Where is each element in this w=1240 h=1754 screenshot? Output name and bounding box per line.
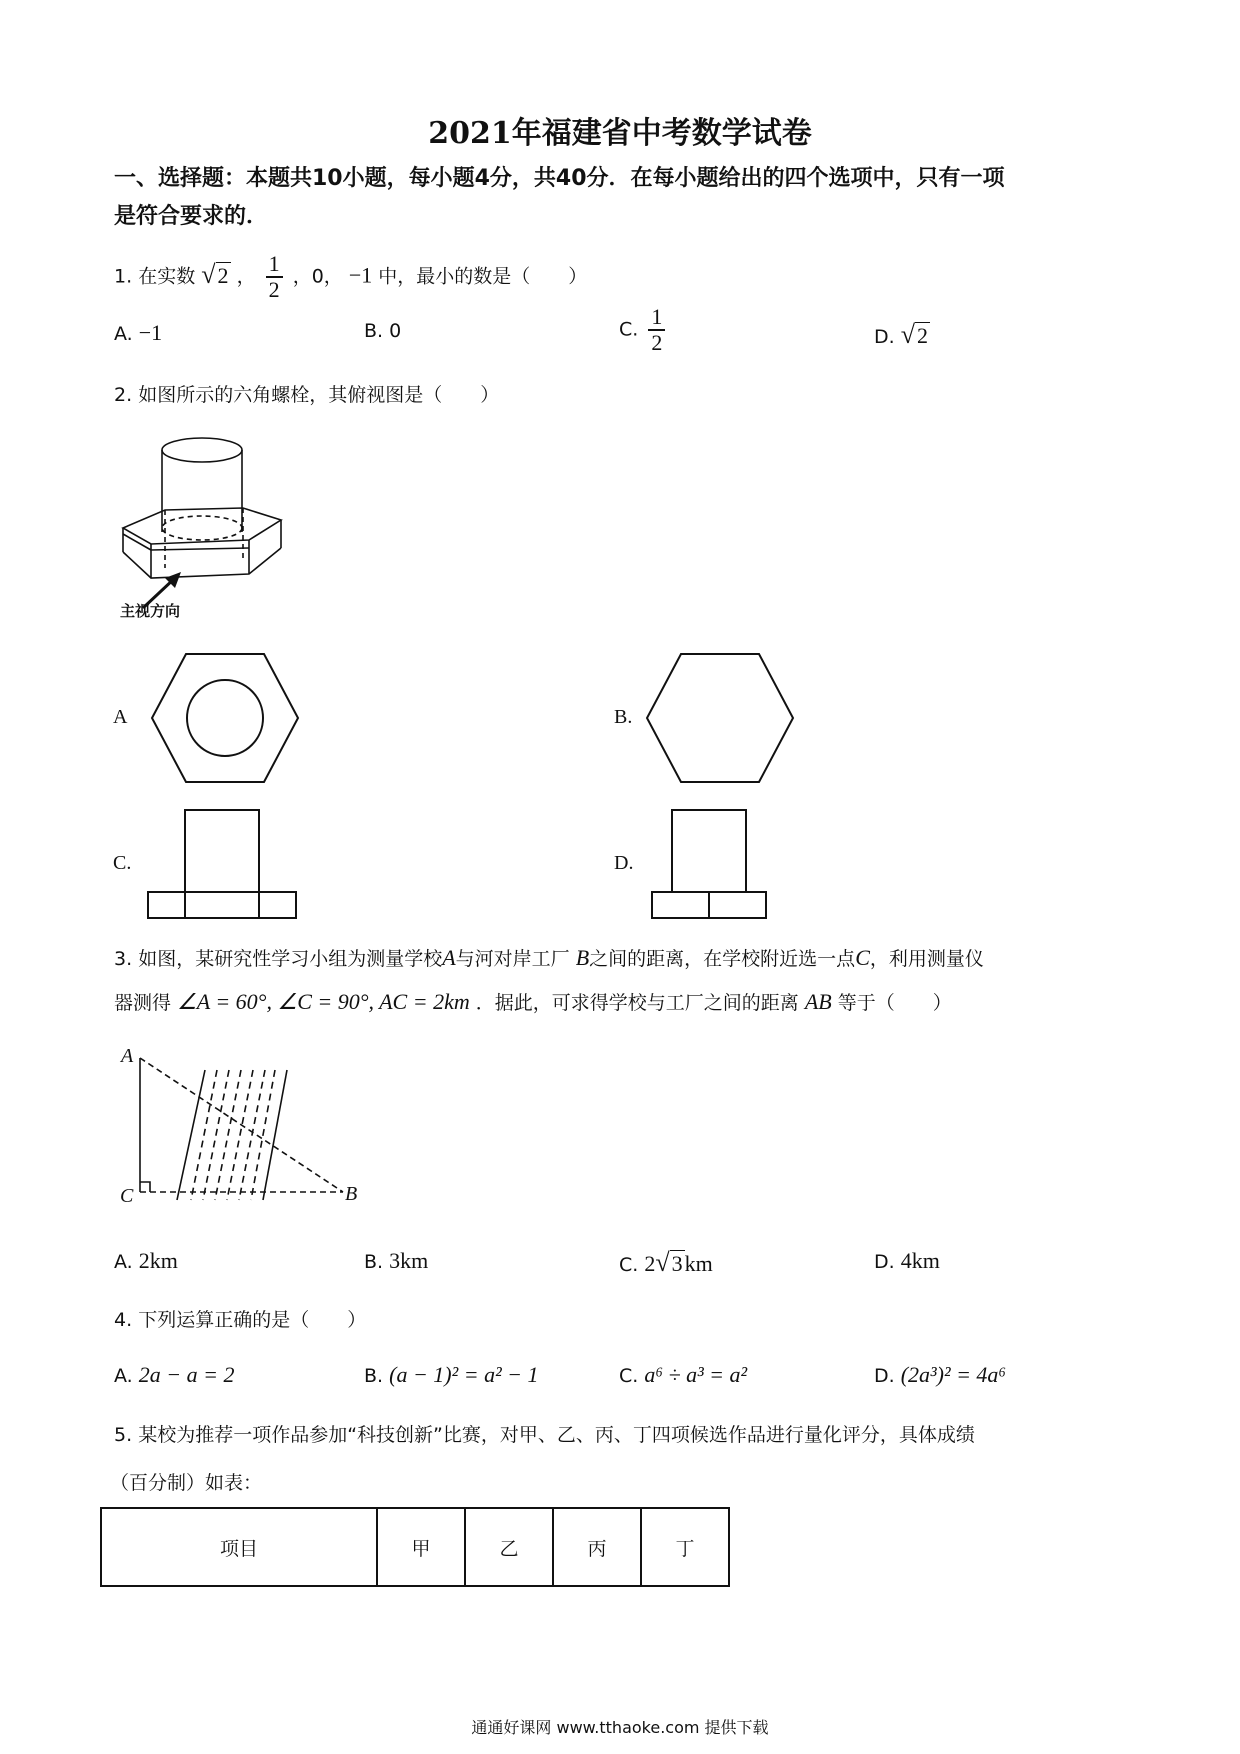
fig-point-c: C: [120, 1185, 134, 1207]
section-heading-line2: 是符合要求的．: [114, 204, 269, 229]
q1-neg-one: −1: [348, 262, 373, 288]
question-4: 4. 下列运算正确的是（ ）: [114, 1309, 367, 1331]
question-1: 1. 在实数 √2 ， $\frac{1}{2}$ ，0， −1 中，最小的数是（ ）: [114, 251, 588, 302]
q1-option-d[interactable]: D. √2: [874, 320, 928, 349]
question-3-line2: 器测得 ∠A = 60°, ∠C = 90°, AC = 2km ．据此，可求得学校与工厂之间的距离 AB 等于（ ）: [114, 989, 952, 1014]
table-header-cell: 乙: [465, 1508, 553, 1586]
page-title: 2021年福建省中考数学试卷: [428, 116, 812, 151]
page-footer: 通通好课网 www.tthaoke.com 提供下载: [471, 1718, 769, 1737]
table-header-cell: 丙: [553, 1508, 641, 1586]
question-5-line2: （百分制）如表：: [110, 1472, 263, 1494]
table-header-cell: 项目: [101, 1508, 377, 1586]
question-5-line1: 5. 某校为推荐一项作品参加“科技创新”比赛，对甲、乙、丙、丁四项候选作品进行量化评分，具体成绩: [114, 1424, 975, 1446]
question-3-line1: 3. 如图，某研究性学习小组为测量学校A与河对岸工厂 B之间的距离，在学校附近选一点C，利用测量仪: [114, 945, 984, 970]
q1-option-a[interactable]: A. −1: [114, 320, 163, 345]
fig-point-b: B: [345, 1183, 358, 1205]
table-row: [101, 1508, 729, 1586]
q2-option-d-label[interactable]: D.: [614, 852, 634, 874]
q4-option-a[interactable]: A. 2a − a = 2: [114, 1362, 235, 1387]
question-2: 2. 如图所示的六角螺栓，其俯视图是（ ）: [114, 384, 500, 406]
section-heading-line1: 一、选择题：本题共10小题，每小题4分，共40分．在每小题给出的四个选项中，只有一项: [114, 166, 1005, 191]
figure-caption-main-view: 主视方向: [120, 602, 181, 620]
q2-option-b-figure[interactable]: [645, 652, 795, 784]
fig-point-a: A: [121, 1045, 134, 1067]
hex-bolt-figure: [115, 428, 295, 628]
q2-option-b-label[interactable]: B.: [614, 706, 633, 728]
table-header-cell: 丁: [641, 1508, 729, 1586]
q4-option-b[interactable]: B. (a − 1)² = a² − 1: [364, 1362, 539, 1387]
q1-text-a: 在实数: [138, 265, 196, 288]
q4-option-d[interactable]: D. (2a³)² = 4a⁶: [874, 1362, 1007, 1387]
q4-option-c[interactable]: C. a⁶ ÷ a³ = a²: [619, 1362, 748, 1387]
q3-option-b[interactable]: B. 3km: [364, 1248, 429, 1273]
q2-option-c-label[interactable]: C.: [113, 852, 132, 874]
q2-option-c-figure[interactable]: [146, 808, 298, 920]
river-triangle-figure: [115, 1040, 375, 1210]
q3-given-values: ∠A = 60°, ∠C = 90°, AC = 2km: [177, 989, 470, 1014]
q2-option-a-label[interactable]: A: [113, 706, 128, 728]
q1-number: 1.: [114, 265, 133, 288]
q3-option-c[interactable]: C. 2√3km: [619, 1248, 713, 1277]
q1-option-c[interactable]: C. $\frac{1}{2}$: [619, 305, 669, 355]
q1-sqrt: √2: [201, 259, 229, 289]
table-header-cell: 甲: [377, 1508, 465, 1586]
q3-option-a[interactable]: A. 2km: [114, 1248, 178, 1273]
q3-option-d[interactable]: D. 4km: [874, 1248, 940, 1273]
q1-fraction: $\frac{1}{2}$: [266, 252, 283, 302]
score-table: [100, 1507, 730, 1587]
q2-option-a-figure[interactable]: [150, 652, 300, 784]
q2-option-d-figure[interactable]: [650, 808, 768, 920]
q1-option-b[interactable]: B. 0: [364, 320, 402, 342]
